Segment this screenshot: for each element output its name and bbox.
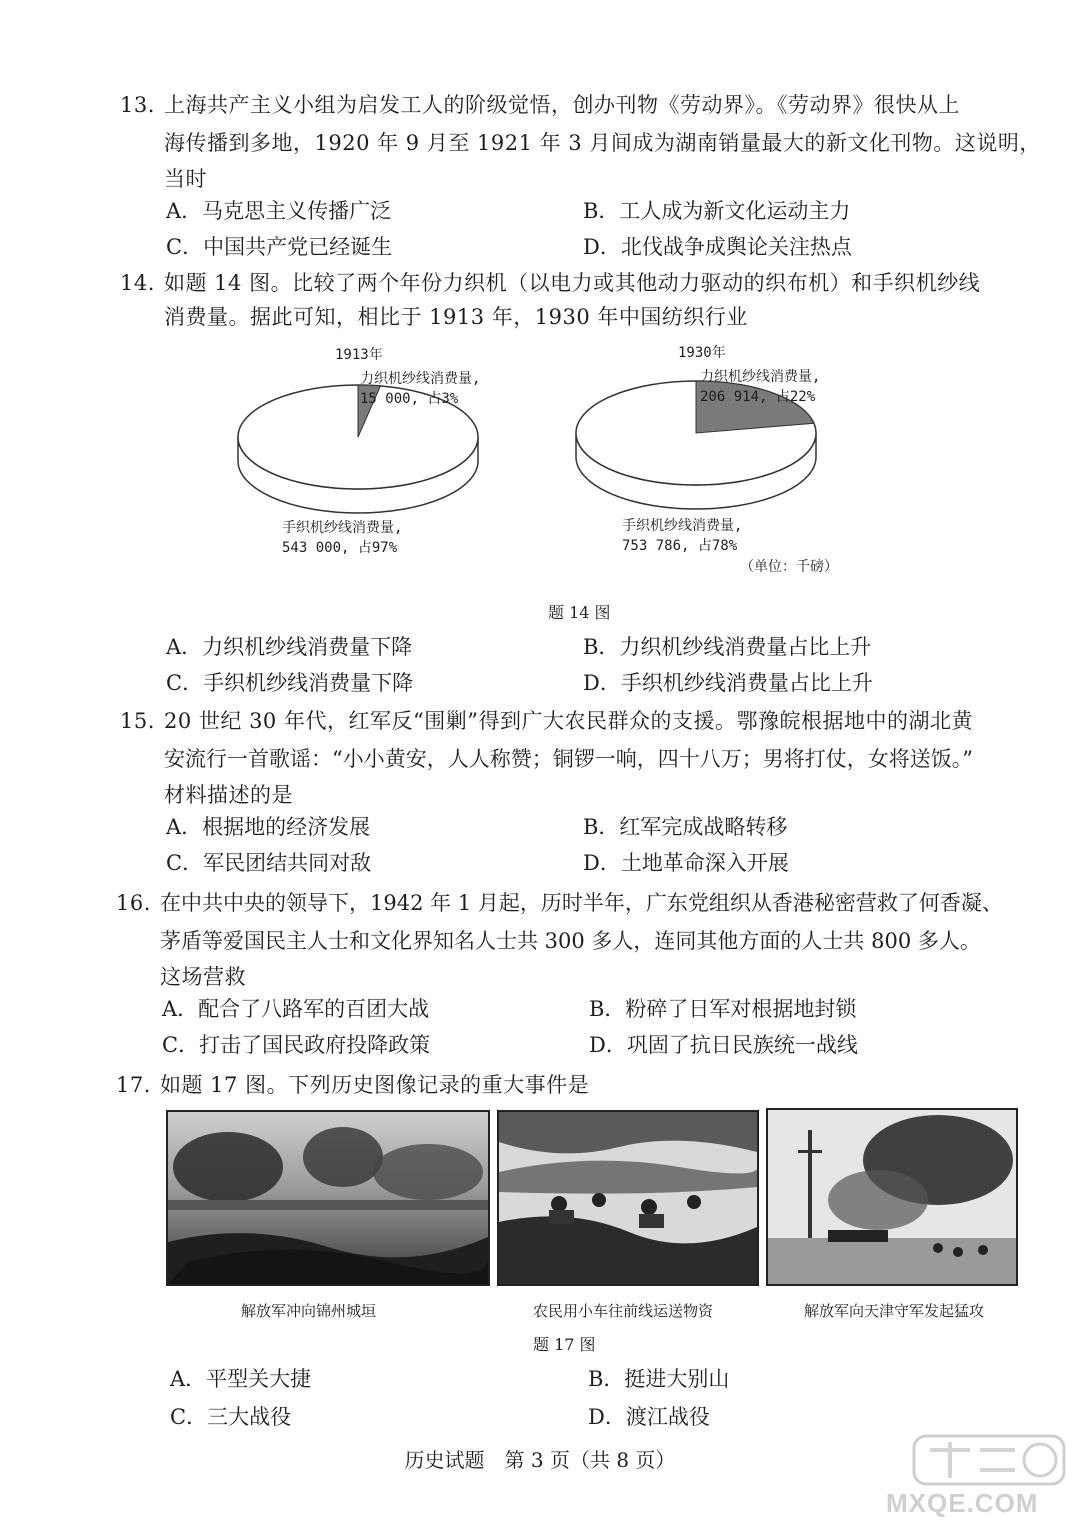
q16-number: 16. (116, 891, 151, 915)
q14-option-c[interactable]: C．手织机纱线消费量下降 (166, 671, 414, 695)
pie-1913-power-label-2: 15 000, 占3% (360, 391, 459, 407)
watermark-logo (910, 1430, 1070, 1490)
q13-option-b[interactable]: B．工人成为新文化运动主力 (583, 199, 851, 223)
photo-caption-2: 农民用小车往前线运送物资 (533, 1302, 714, 1320)
q13-option-c[interactable]: C．中国共产党已经诞生 (166, 235, 393, 259)
pie-1913-power-label-1: 力织机纱线消费量, (360, 371, 481, 387)
q16-stem-line3: 这场营救 (160, 965, 246, 989)
watermark-logo-icon (910, 1430, 1070, 1490)
pie-1913-hand-label-2: 543 000, 占97% (282, 540, 398, 556)
q13-number: 13. (120, 93, 155, 117)
q17-option-b[interactable]: B．挺进大别山 (588, 1367, 730, 1391)
q15-number: 15. (120, 709, 155, 733)
photo-caption-1: 解放军冲向锦州城垣 (241, 1302, 377, 1320)
q16-option-c[interactable]: C．打击了国民政府投降政策 (162, 1033, 431, 1057)
q14-stem-line2: 消费量。据此可知，相比于 1913 年，1930 年中国纺织行业 (164, 305, 748, 329)
pie-1913-hand-label-1: 手织机纱线消费量, (282, 520, 403, 536)
photo-jinzhou-assault (166, 1110, 490, 1286)
pie-1930-power-label-2: 206 914, 占22% (700, 389, 816, 405)
q15-stem-line1: 20 世纪 30 年代，红军反“围剿”得到广大农民群众的支援。鄂豫皖根据地中的湖北黄 (164, 709, 973, 733)
q13-stem-line1: 上海共产主义小组为启发工人的阶级觉悟，创办刊物《劳动界》。《劳动界》很快从上 (164, 93, 960, 117)
q17-stem: 如题 17 图。下列历史图像记录的重大事件是 (160, 1073, 590, 1097)
q16-option-b[interactable]: B．粉碎了日军对根据地封锁 (589, 997, 857, 1021)
pie-1930-power-label-1: 力织机纱线消费量, (700, 369, 821, 385)
q15-option-d[interactable]: D．土地革命深入开展 (583, 851, 789, 875)
q15-option-c[interactable]: C．军民团结共同对敌 (166, 851, 372, 875)
q16-stem-line2: 茅盾等爱国民主人士和文化界知名人士共 300 多人，连同其他方面的人士共 800 多人。 (160, 929, 981, 953)
photo-tianjin-assault (766, 1108, 1018, 1286)
q17-option-d[interactable]: D．渡江战役 (588, 1405, 710, 1429)
q14-option-a[interactable]: A．力织机纱线消费量下降 (166, 635, 413, 659)
q16-stem-line1: 在中共中央的领导下，1942 年 1 月起，历时半年，广东党组织从香港秘密营救了何香凝、 (160, 891, 1003, 915)
q13-option-a[interactable]: A．马克思主义传播广泛 (166, 199, 392, 223)
q14-number: 14. (120, 271, 155, 295)
q17-figure-caption: 题 17 图 (533, 1335, 596, 1354)
pie-1930-hand-label-2: 753 786, 占78% (622, 538, 738, 554)
pie-1913-title: 1913年 (335, 347, 383, 363)
q14-stem-line1: 如题 14 图。比较了两个年份力织机（以电力或其他动力驱动的织布机）和手织机纱线 (164, 271, 981, 295)
page-footer: 历史试题 第 3 页（共 8 页） (404, 1448, 676, 1472)
photo-supply-carts (497, 1110, 759, 1286)
pie-1930-title: 1930年 (678, 345, 726, 361)
pie-1930-hand-label-1: 手织机纱线消费量, (622, 518, 743, 534)
q13-option-d[interactable]: D．北伐战争成舆论关注热点 (583, 235, 852, 259)
q15-option-b[interactable]: B．红军完成战略转移 (583, 815, 788, 839)
q14-figure-caption: 题 14 图 (548, 603, 611, 622)
q14-option-d[interactable]: D．手织机纱线消费量占比上升 (583, 671, 873, 695)
q16-option-a[interactable]: A．配合了八路军的百团大战 (162, 997, 430, 1021)
q17-option-a[interactable]: A．平型关大捷 (170, 1367, 312, 1391)
photo-caption-3: 解放军向天津守军发起猛攻 (804, 1302, 985, 1320)
q14-unit-note: （单位：千磅） (740, 559, 838, 575)
q14-option-b[interactable]: B．力织机纱线消费量占比上升 (583, 635, 872, 659)
q15-stem-line3: 材料描述的是 (164, 783, 293, 807)
q15-stem-line2: 安流行一首歌谣：“小小黄安，人人称赞；铜锣一响，四十八万；男将打仗，女将送饭。” (164, 747, 973, 771)
q13-stem-line2: 海传播到多地，1920 年 9 月至 1921 年 3 月间成为湖南销量最大的新文化刊物。这说明， (164, 131, 1041, 155)
q16-option-d[interactable]: D．巩固了抗日民族统一战线 (589, 1033, 858, 1057)
q13-stem-line3: 当时 (164, 167, 207, 191)
q17-option-c[interactable]: C．三大战役 (170, 1405, 292, 1429)
watermark-text: MXQE.COM (886, 1488, 1039, 1518)
q17-number: 17. (116, 1073, 151, 1097)
q15-option-a[interactable]: A．根据地的经济发展 (166, 815, 371, 839)
